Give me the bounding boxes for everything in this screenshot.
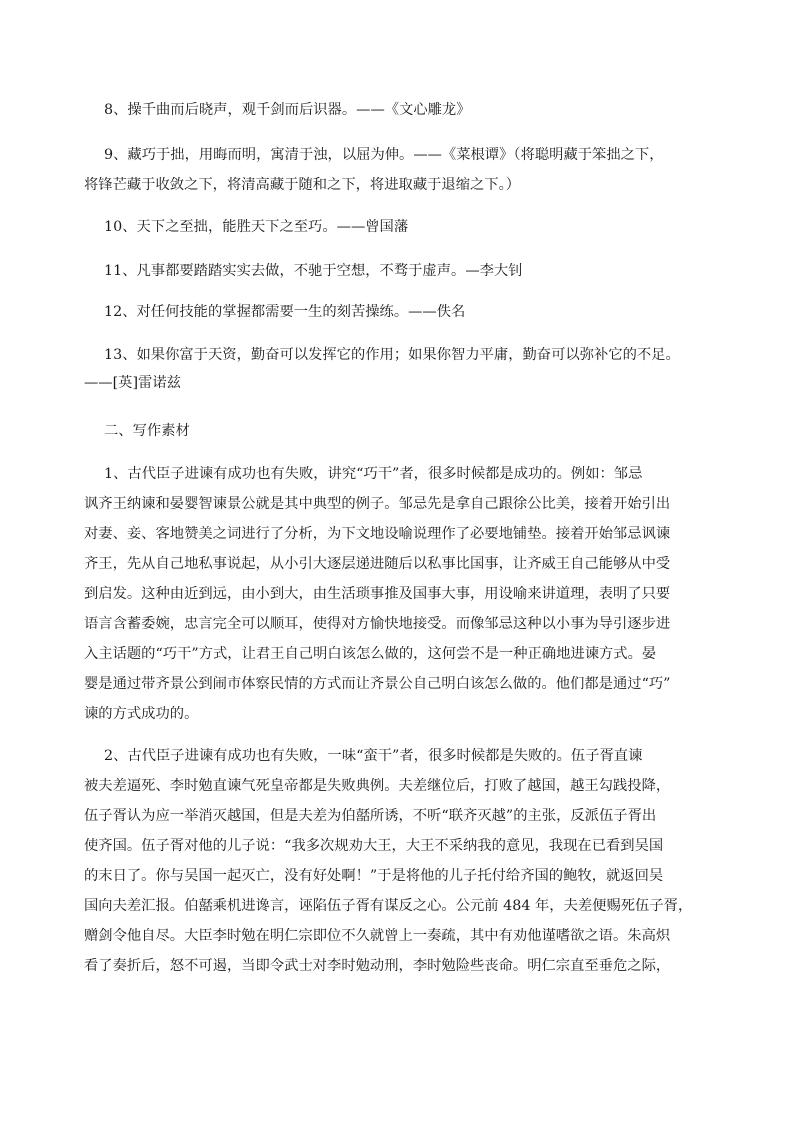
quote-12: 12、对任何技能的掌握都需要一生的刻苦操练。——佚名 <box>104 304 466 320</box>
section-heading: 二、写作素材 <box>104 423 190 439</box>
paragraph-2-line: 国向夫差汇报。伯嚭乘机进谗言，诬陷伍子胥有谋反之心。公元前 484 年，夫差便赐死伍子胥， <box>84 898 693 914</box>
paragraph-1-line: 语言含蓄委婉，忠言完全可以顺耳，使得对方愉快地接受。而像邹忌这种以小事为导引逐步进 <box>84 616 671 632</box>
paragraph-1-line: 婴是通过带齐景公到闹市体察民情的方式而让齐景公自己明白该怎么做的。他们都是通过“巧” <box>84 676 671 692</box>
paragraph-2-line: 赠剑令他自尽。大臣李时勉在明仁宗即位不久就曾上一奏疏，其中有劝他谨嗜欲之语。朱高炽 <box>84 928 671 944</box>
paragraph-1-line: 到启发。这种由近到远，由小到大，由生活琐事推及国事大事，用设喻来讲道理，表明了只要 <box>84 586 671 602</box>
quote-9: 9、藏巧于拙，用晦而明，寓清于浊，以屈为伸。——《菜根谭》（将聪明藏于笨拙之下， <box>104 147 664 163</box>
paragraph-2-line: 的末日了。你与吴国一起灭亡，没有好处啊！”于是将他的儿子托付给齐国的鲍牧，就返回吴 <box>84 868 664 884</box>
paragraph-2-line: 被夫差逼死、李时勉直谏气死皇帝都是失败典例。夫差继位后，打败了越国，越王勾践投降， <box>84 778 671 794</box>
quote-13-attribution: ——[英]雷诺兹 <box>84 375 181 391</box>
quote-11: 11、凡事都要踏踏实实去做，不驰于空想，不骛于虚声。—李大钊 <box>104 263 523 279</box>
quote-13: 13、如果你富于天资，勤奋可以发挥它的作用；如果你智力平庸，勤奋可以弥补它的不足。 <box>104 347 680 363</box>
paragraph-1-line: 入主话题的“巧干”方式，让君王自己明白该怎么做的，这何尝不是一种正确地进谏方式。晏 <box>84 646 657 662</box>
quote-9-continuation: 将锋芒藏于收敛之下，将清高藏于随和之下，将进取藏于退缩之下。） <box>84 177 521 193</box>
paragraph-2-line: 使齐国。伍子胥对他的儿子说：“我多次规劝大王，大王不采纳我的意见，我现在已看到吴国 <box>84 838 664 854</box>
paragraph-1-line: 谏的方式成功的。 <box>84 706 199 722</box>
paragraph-1-line: 齐王，先从自己地私事说起，从小引大逐层递进随后以私事比国事，让齐威王自己能够从中受 <box>84 556 671 572</box>
paragraph-1-line: 1、古代臣子进谏有成功也有失败，讲究“巧干”者，很多时候都是成功的。例如：邹忌 <box>104 466 643 482</box>
paragraph-2-line: 伍子胥认为应一举消灭越国，但是夫差为伯嚭所诱，不听“联齐灭越”的主张，反派伍子胥出 <box>84 808 657 824</box>
quote-8: 8、操千曲而后晓声，观千剑而后识器。——《文心雕龙》 <box>104 102 471 118</box>
paragraph-1-line: 对妻、妾、客地赞美之词进行了分析，为下文地设喻说理作了必要地铺垫。接着开始邹忌讽谏 <box>84 526 671 542</box>
paragraph-2-line: 2、古代臣子进谏有成功也有失败，一味“蛮干”者，很多时候都是失败的。伍子胥直谏 <box>104 748 643 764</box>
paragraph-2-line: 看了奏折后，怒不可遏，当即令武士对李时勉动刑，李时勉险些丧命。明仁宗直至垂危之际， <box>84 958 671 974</box>
quote-10: 10、天下之至拙，能胜天下之至巧。——曾国藩 <box>104 219 409 235</box>
paragraph-1-line: 讽齐王纳谏和晏婴智谏景公就是其中典型的例子。邹忌先是拿自己跟徐公比美，接着开始引出 <box>84 496 671 512</box>
